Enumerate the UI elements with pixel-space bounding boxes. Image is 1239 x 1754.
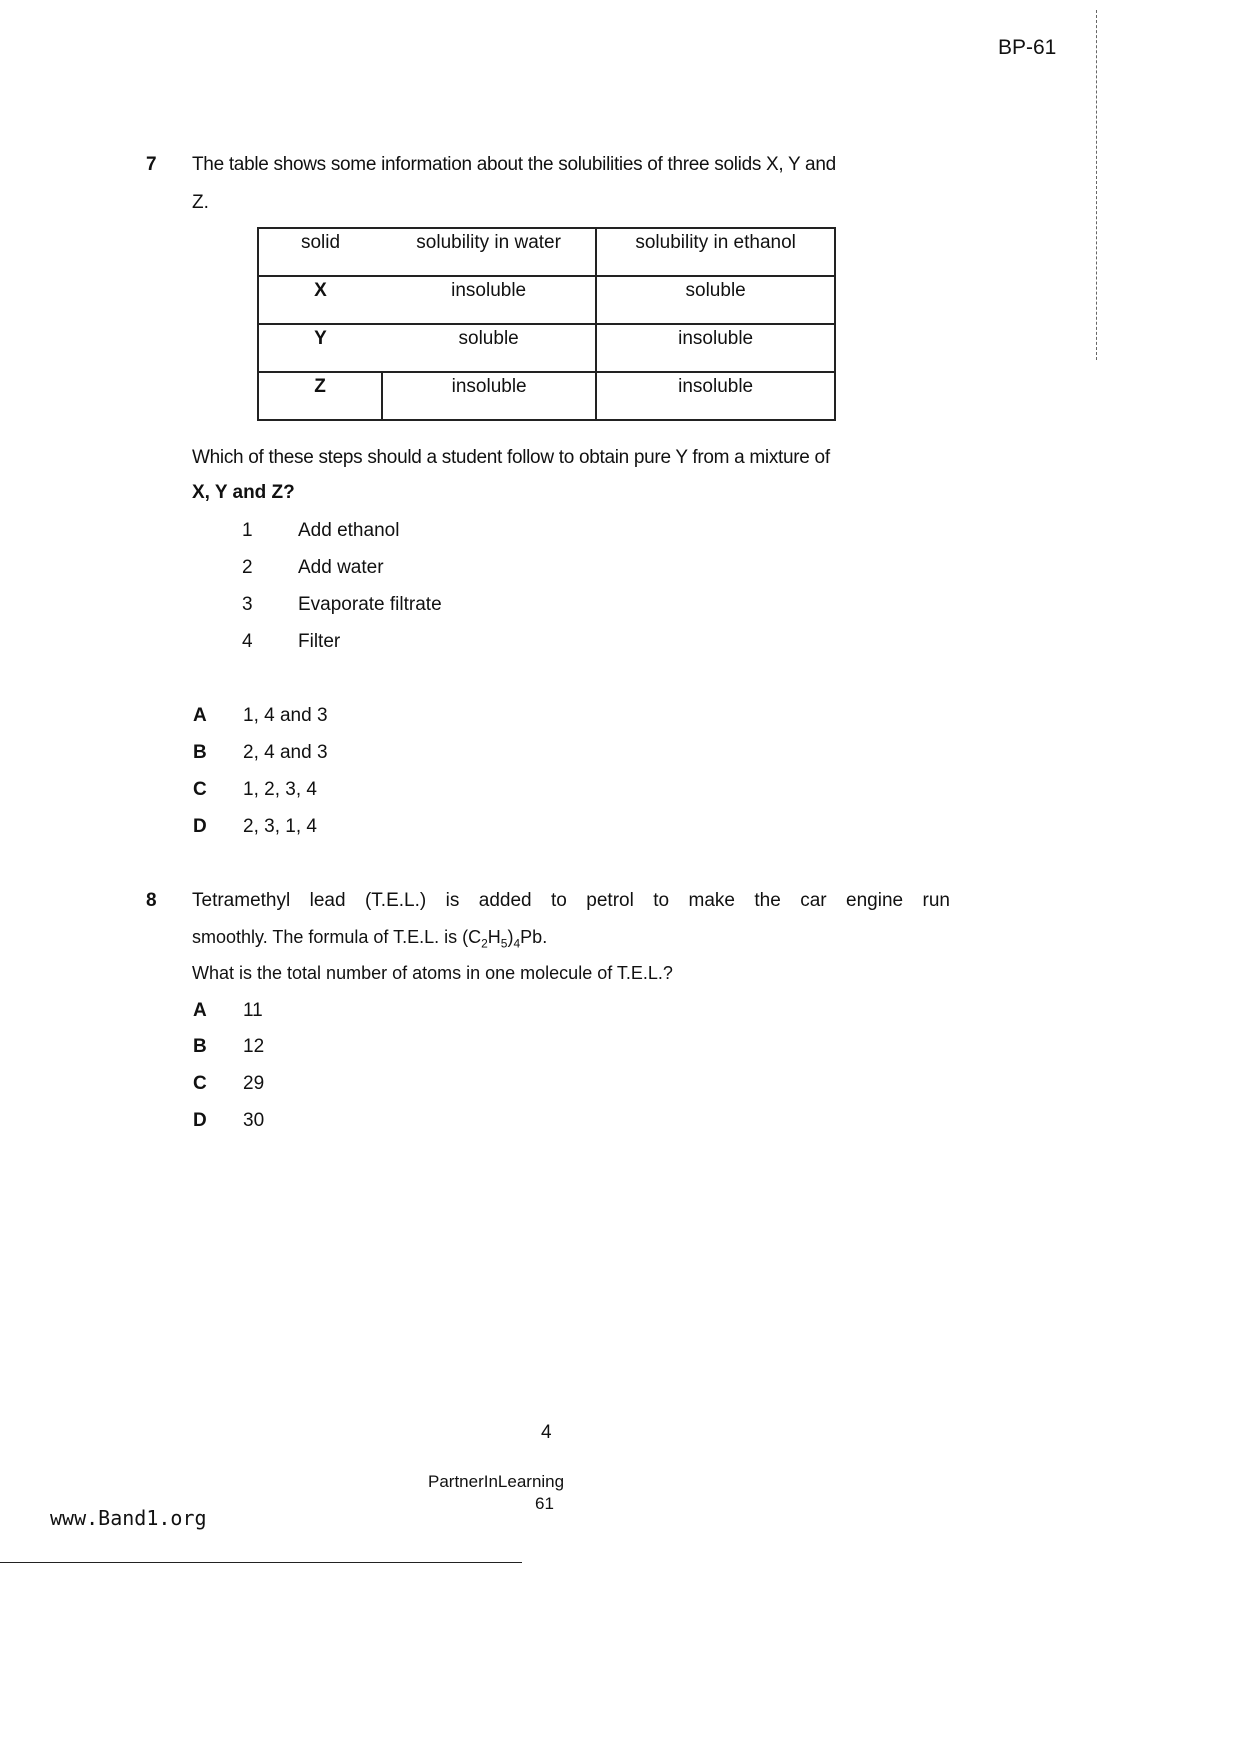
option-letter: A [193,705,207,726]
partner-label: PartnerInLearning [428,1472,565,1491]
question-8-formula-line [192,927,547,951]
question-7-prompt-cont: X, Y and Z? [192,482,295,503]
option-letter: B [193,1036,207,1057]
option-text: 11 [243,1000,263,1021]
question-8-text: Tetramethyl lead (T.E.L.) is added to petrol to make the car engine run [192,890,950,911]
step-number: 3 [242,594,253,615]
question-7-text-cont: Z. [192,192,209,213]
option-letter: B [193,742,207,763]
option-letter: D [193,816,207,837]
table-cell: insoluble [596,372,835,420]
step-text: Add water [298,557,384,578]
formula-text: Pb. [520,927,548,947]
table-cell: soluble [382,324,596,372]
table-header: solid [258,228,382,276]
step-number: 1 [242,520,253,541]
option-text: 2, 3, 1, 4 [243,816,317,837]
bottom-rule [0,1562,522,1563]
formula-text: ) [507,927,514,947]
question-7-text: The table shows some information about the solubilities of three solids X, Y and [192,154,836,175]
margin-line [1096,10,1097,360]
website-link[interactable]: www.Band1.org [50,1506,207,1530]
option-letter: C [193,1073,207,1094]
option-letter: C [193,779,207,800]
option-letter: A [193,1000,207,1021]
step-number: 4 [242,631,253,652]
option-text: 29 [243,1073,265,1094]
table-cell: insoluble [382,372,596,420]
table-cell: Y [258,324,382,372]
table-cell: X [258,276,382,324]
step-text: Evaporate filtrate [298,594,442,615]
question-8-number: 8 [146,890,157,911]
formula-text: H [487,927,501,947]
table-header: solubility in ethanol [596,228,835,276]
step-text: Add ethanol [298,520,400,541]
table-cell: insoluble [596,324,835,372]
subscript: 2 [481,936,488,951]
table-cell: insoluble [382,276,596,324]
step-text: Filter [298,631,341,652]
page-number: 4 [541,1422,552,1443]
subscript: 4 [513,936,521,951]
option-text: 1, 2, 3, 4 [243,779,317,800]
table-cell: Z [258,372,382,420]
question-7-prompt: Which of these steps should a student follow to obtain pure Y from a mixture of [192,447,830,468]
step-number: 2 [242,557,253,578]
paper-code: BP-61 [998,36,1057,59]
option-letter: D [193,1110,207,1131]
table-header-row [258,228,835,276]
solubility-table [257,227,836,421]
table-row [258,372,835,420]
question-8-prompt: What is the total number of atoms in one molecule of T.E.L.? [192,963,673,983]
option-text: 2, 4 and 3 [243,742,328,763]
table-header: solubility in water [382,228,596,276]
partner-page: 61 [535,1494,554,1513]
question-7-number: 7 [146,154,157,175]
option-text: 1, 4 and 3 [243,705,328,726]
table-cell: soluble [596,276,835,324]
subscript: 5 [500,936,508,951]
option-text: 12 [243,1036,265,1057]
formula-text: smoothly. The formula of T.E.L. is (C [192,927,482,947]
option-text: 30 [243,1110,265,1131]
table-row [258,324,835,372]
table-row [258,276,835,324]
